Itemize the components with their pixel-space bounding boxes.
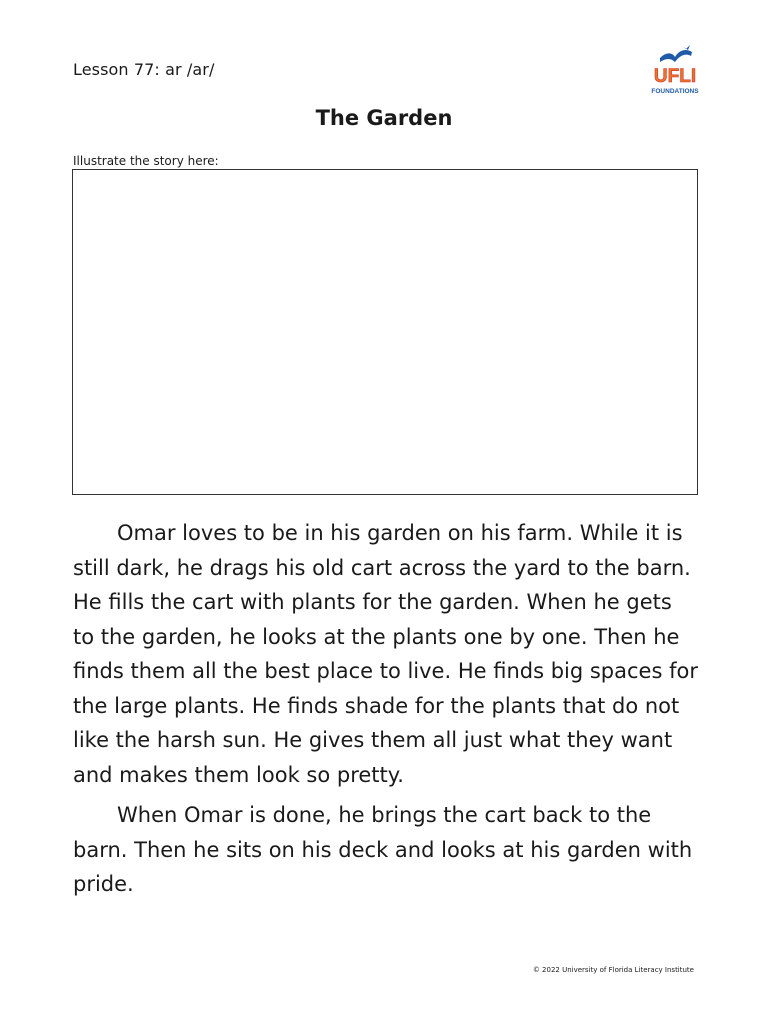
logo-book-left-page [660, 53, 675, 62]
story-paragraph-2: When Omar is done, he brings the cart back to the barn. Then he sits on his deck and looks at his garden with pride. [73, 803, 693, 896]
page-title: The Garden [315, 106, 453, 130]
story-text [73, 516, 698, 908]
lesson-label: Lesson 77: ar /ar/ [73, 60, 215, 79]
logo-book-right-page [675, 50, 692, 62]
logo-bird [682, 45, 690, 50]
ufli-book-logo-icon [644, 40, 706, 100]
logo-subtext: FOUNDATIONS [651, 88, 699, 95]
copyright-notice: © 2022 University of Florida Literacy Institute [532, 966, 694, 974]
illustrate-label: Illustrate the story here: [73, 154, 219, 168]
logo-text: UFLI [653, 66, 697, 87]
story-paragraph-1: Omar loves to be in his garden on his farm. While it is still dark, he drags his old cart across the yard to the barn. He fills the cart with plants for the garden. When he gets to the garden, he looks at the plants one by one. Then he finds them all the best place to live. He finds big spaces for the large plants. He finds shade for the plants that do not like the harsh sun. He gives them all just what they want and makes them look so pretty. [73, 521, 698, 787]
illustration-box[interactable] [72, 169, 698, 495]
ufli-logo [644, 40, 706, 100]
